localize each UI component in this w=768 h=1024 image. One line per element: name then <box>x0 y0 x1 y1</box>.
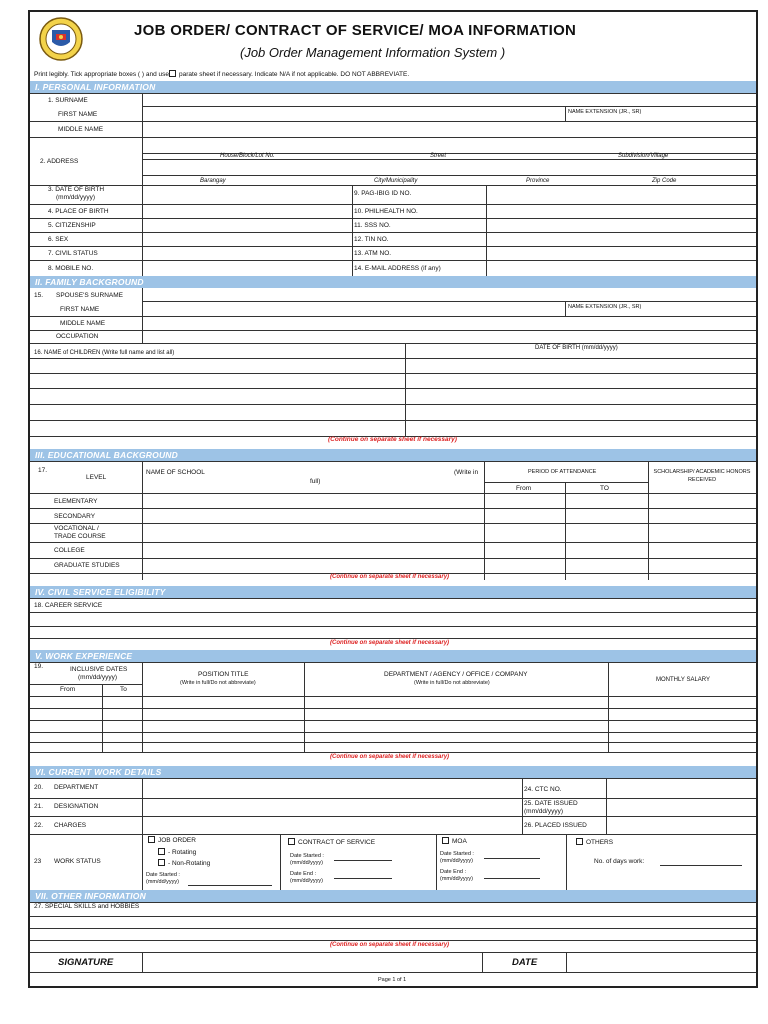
pagibig-label: 9. PAG-IBIG ID NO. <box>354 190 412 197</box>
other-continue-note: (Continue on separate sheet if necessary) <box>330 942 450 948</box>
spouse-name-extension-label: NAME EXTENSION (JR., SR) <box>568 304 642 310</box>
city-label: City/Municipality <box>374 178 418 184</box>
section-current-header: VI. CURRENT WORK DETAILS <box>30 766 756 778</box>
position-header: POSITION TITLE <box>198 671 249 678</box>
barangay-label: Barangay <box>200 178 226 184</box>
school-header: NAME OF SCHOOL <box>146 469 205 476</box>
period-from: From <box>516 485 532 492</box>
work-num: 19. <box>34 663 44 670</box>
non-rotating-checkbox[interactable] <box>158 859 165 866</box>
contract-checkbox[interactable] <box>288 838 295 845</box>
jo-date-started: Date Started : <box>146 872 180 878</box>
first-name-label: FIRST NAME <box>58 111 98 118</box>
charges-label: CHARGES <box>54 822 87 829</box>
contract-option[interactable] <box>288 838 375 847</box>
department-label: DEPARTMENT <box>54 784 99 791</box>
period-header: PERIOD OF ATTENDANCE <box>528 469 597 475</box>
instructions-part-2: parate sheet if necessary. Indicate N/A if not applicable. DO NOT ABBREVIATE. <box>179 71 410 78</box>
family-continue-note: (Continue on separate sheet if necessary) <box>328 436 457 443</box>
skills-label: 27. SPECIAL SKILLS and HOBBIES <box>34 903 140 910</box>
others-checkbox[interactable] <box>576 838 583 845</box>
email-label: 14. E-MAIL ADDRESS (if any) <box>354 265 441 272</box>
pob-label: 4. PLACE OF BIRTH <box>48 208 109 215</box>
section-civil-header: IV. CIVIL SERVICE ELIGIBILITY <box>30 586 756 598</box>
work-to-header: To <box>120 686 127 693</box>
position-note: (Write in full/Do not abbreviate) <box>180 680 256 686</box>
level-header: LEVEL <box>86 474 107 481</box>
non-rotating-text: - Non-Rotating <box>168 860 211 867</box>
middle-name-label: MIDDLE NAME <box>58 126 104 133</box>
moa-text: MOA <box>452 838 467 845</box>
rotating-text: - Rotating <box>168 849 197 856</box>
work-continue-note: (Continue on separate sheet if necessary) <box>330 754 450 760</box>
vocational-label-1: VOCATIONAL / <box>54 525 99 532</box>
current-num-23: 23 <box>34 858 42 865</box>
spouse-surname-label: SPOUSE'S SURNAME <box>56 292 123 299</box>
section-other-header: VII. OTHER INFORMATION <box>30 890 756 902</box>
occupation-label: OCCUPATION <box>56 333 99 340</box>
form-subtitle: (Job Order Management Information System ) <box>240 45 506 60</box>
moa-option[interactable] <box>442 837 467 846</box>
section-education-header: III. EDUCATIONAL BACKGROUND <box>30 449 756 461</box>
civil-continue-note: (Continue on separate sheet if necessary) <box>330 640 450 646</box>
signature-label: SIGNATURE <box>58 957 114 968</box>
school-full: full) <box>310 478 321 485</box>
inclusive-dates-format: (mm/dd/yyyy) <box>78 674 117 681</box>
date-label: DATE <box>512 957 538 968</box>
days-work-label: No. of days work: <box>594 858 645 865</box>
job-order-text: JOB ORDER <box>158 837 196 844</box>
cos-date-started: Date Started : <box>290 853 324 859</box>
vocational-label-2: TRADE COURSE <box>54 533 106 540</box>
moa-date-started-format: (mm/dd/yyyy) <box>440 858 473 864</box>
rotating-option[interactable] <box>158 848 196 857</box>
sample-checkbox <box>169 70 176 77</box>
house-label: House/Block/Lot No. <box>220 153 275 159</box>
others-text: OTHERS <box>586 839 614 846</box>
work-status-label: WORK STATUS <box>54 858 101 865</box>
work-from-header: From <box>60 686 76 693</box>
school-write-in: (Write in <box>454 469 479 476</box>
elementary-label: ELEMENTARY <box>54 498 98 505</box>
cos-date-end-format: (mm/dd/yyyy) <box>290 878 323 884</box>
secondary-label: SECONDARY <box>54 513 96 520</box>
spouse-first-name-label: FIRST NAME <box>60 306 100 313</box>
moa-date-started: Date Started : <box>440 851 474 857</box>
date-issued-label: 25. DATE ISSUED <box>524 800 578 807</box>
name-extension-label: NAME EXTENSION (JR., SR) <box>568 109 642 115</box>
others-option[interactable] <box>576 838 613 847</box>
sss-label: 11. SSS NO. <box>354 222 391 229</box>
province-label: Province <box>526 178 550 184</box>
career-service-label: 18. CAREER SERVICE <box>34 602 103 609</box>
designation-label: DESIGNATION <box>54 803 99 810</box>
moa-date-end: Date End : <box>440 869 466 875</box>
street-label: Street <box>430 153 447 159</box>
contract-text: CONTRACT OF SERVICE <box>298 839 376 846</box>
current-num-22: 22. <box>34 822 44 829</box>
dob-label: 3. DATE OF BIRTH <box>48 186 105 193</box>
civil-status-label: 7. CIVIL STATUS <box>48 250 98 257</box>
honors-header: SCHOLARSHIP/ ACADEMIC HONORS RECEIVED <box>653 469 751 483</box>
job-order-option[interactable] <box>148 836 196 845</box>
section-personal-header: I. PERSONAL INFORMATION <box>30 81 756 93</box>
salary-header: MONTHLY SALARY <box>656 677 711 683</box>
sex-label: 6. SEX <box>48 236 69 243</box>
atm-label: 13. ATM NO. <box>354 250 392 257</box>
non-rotating-option[interactable] <box>158 859 210 868</box>
placed-issued-label: 26. PLACED ISSUED <box>524 822 587 829</box>
inclusive-dates-header: INCLUSIVE DATES <box>70 666 128 673</box>
date-issued-format: (mm/dd/yyyy) <box>524 808 563 815</box>
cos-date-end: Date End : <box>290 871 316 877</box>
current-num-21: 21. <box>34 803 44 810</box>
page-number: Page 1 of 1 <box>378 977 407 983</box>
subdivision-label: Subdivision/Village <box>618 153 669 159</box>
family-num: 15. <box>34 292 44 299</box>
period-to: TO <box>600 485 609 492</box>
job-order-checkbox[interactable] <box>148 836 155 843</box>
children-label: 16. NAME of CHILDREN (Write full name and list all) <box>34 350 175 356</box>
cos-date-started-format: (mm/dd/yyyy) <box>290 860 323 866</box>
date-field[interactable] <box>568 954 754 970</box>
instructions <box>34 70 409 78</box>
education-continue-note: (Continue on separate sheet if necessary) <box>330 574 450 580</box>
jo-date-format: (mm/dd/yyyy) <box>146 879 179 885</box>
graduate-label: GRADUATE STUDIES <box>54 562 120 569</box>
department-header: DEPARTMENT / AGENCY / OFFICE / COMPANY <box>384 671 528 678</box>
form-title: JOB ORDER/ CONTRACT OF SERVICE/ MOA INFORMATION <box>134 22 577 39</box>
section-family-header: II. FAMILY BACKGROUND <box>30 276 756 288</box>
education-num: 17. <box>38 467 48 474</box>
surname-label: 1. SURNAME <box>48 97 88 104</box>
department-note: (Write in full/Do not abbreviate) <box>414 680 490 686</box>
citizenship-label: 5. CITIZENSHIP <box>48 222 96 229</box>
spouse-middle-name-label: MIDDLE NAME <box>60 320 106 327</box>
college-label: COLLEGE <box>54 547 85 554</box>
rotating-checkbox[interactable] <box>158 848 165 855</box>
current-num-20: 20. <box>34 784 44 791</box>
mobile-label: 8. MOBILE NO. <box>48 265 94 272</box>
city-seal-icon <box>38 16 84 62</box>
zip-label: Zip Code <box>652 178 677 184</box>
moa-date-end-format: (mm/dd/yyyy) <box>440 876 473 882</box>
instructions-part-1: Print legibly. Tick appropriate boxes ( ) and use <box>34 71 170 78</box>
address-label: 2. ADDRESS <box>40 158 79 165</box>
moa-checkbox[interactable] <box>442 837 449 844</box>
ctc-label: 24. CTC NO. <box>524 786 562 793</box>
signature-field[interactable] <box>144 954 480 970</box>
dob-format: (mm/dd/yyyy) <box>56 194 95 201</box>
philhealth-label: 10. PHILHEALTH NO. <box>354 208 418 215</box>
section-work-header: V. WORK EXPERIENCE <box>30 650 756 662</box>
children-dob-label: DATE OF BIRTH (mm/dd/yyyy) <box>535 345 618 351</box>
tin-label: 12. TIN NO. <box>354 236 389 243</box>
form-page <box>28 10 758 988</box>
